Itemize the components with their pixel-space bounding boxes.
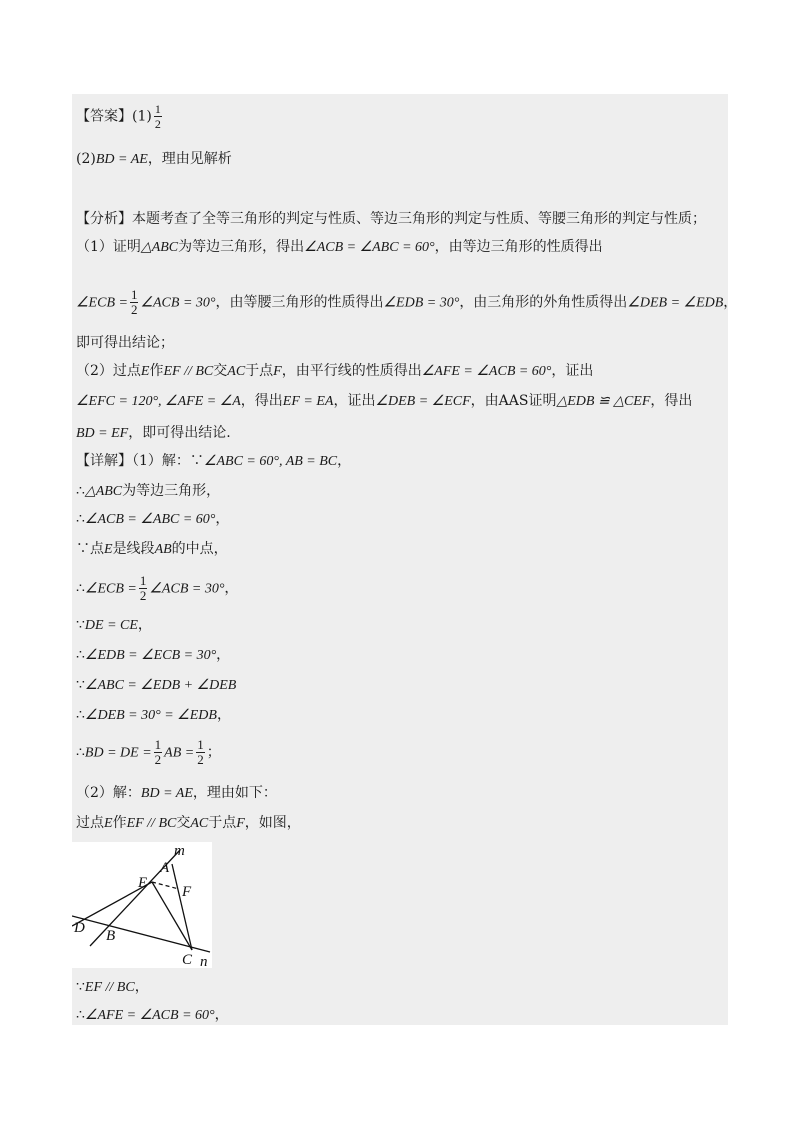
label-f: F (182, 884, 192, 900)
detail-line-7: ∴∠EDB = ∠ECB = 30°， (76, 647, 231, 663)
detail-line-11: （2）解：BD = AE，理由如下： (76, 785, 277, 801)
fraction: $\frac{1}{2}$ (154, 737, 162, 767)
fraction: $\frac{1}{2}$ (130, 287, 138, 317)
detail-line-3: ∴∠ACB = ∠ABC = 60°， (76, 511, 230, 527)
geometry-figure (72, 842, 212, 968)
label-c: C (182, 952, 193, 968)
analysis-line-1: 【分析】本题考查了全等三角形的判定与性质、等边三角形的判定与性质、等腰三角形的判定与性质； (76, 211, 706, 227)
detail-line-9: ∴∠DEB = 30° = ∠EDB， (76, 707, 231, 723)
analysis-line-4: 即可得出结论； (76, 335, 174, 351)
detail-line-1: 【详解】（1）解：∵∠ABC = 60°, AB = BC， (76, 453, 352, 469)
label-e: E (138, 875, 148, 891)
answer-fraction: $\frac{1}{2}$ (154, 102, 161, 131)
detail-line-2: ∴△ABC为等边三角形， (76, 483, 221, 499)
answer-line-2: (2)BD = AE，理由见解析 (76, 151, 232, 167)
detail-line-5: ∴∠ECB = $\frac{1}{2}$ ∠ACB = 30°， (76, 573, 239, 603)
detail-line-6: ∵DE = CE， (76, 617, 152, 633)
label-d: D (74, 920, 85, 936)
label-n: n (200, 954, 208, 968)
detail-line-10: ∴BD = DE = $\frac{1}{2}$ AB = $\frac{1}{2}$ ； (76, 737, 221, 767)
label-b: B (106, 928, 116, 944)
detail-label: 【详解】 (76, 453, 132, 469)
fraction: $\frac{1}{2}$ (139, 573, 147, 603)
analysis-line-5: （2）过点E作EF // BC交AC于点F，由平行线的性质得出∠AFE = ∠ACB = 60°，证出 (76, 363, 594, 379)
label-a: A (160, 860, 170, 876)
analysis-line-3: ∠ECB = $\frac{1}{2}$ ∠ACB = 30°，由等腰三角形的性质得出∠EDB = 30°，由三角形的外角性质得出∠DEB = ∠EDB， (76, 287, 738, 317)
detail-line-4: ∵点E是线段AB的中点， (76, 541, 228, 557)
detail-line-8: ∵∠ABC = ∠EDB + ∠DEB (76, 677, 237, 693)
detail-line-13: ∵EF // BC， (76, 979, 149, 995)
answer-line-1: 【答案】(1) $\frac{1}{2}$ (76, 102, 161, 131)
analysis-line-6: ∠EFC = 120°, ∠AFE = ∠A，得出EF = EA，证出∠DEB = ∠ECF，由AAS证明△EDB ≌ △CEF，得出 (76, 393, 693, 409)
detail-line-12: 过点E作EF // BC交AC于点F，如图， (76, 815, 301, 831)
label-m: m (174, 843, 185, 859)
analysis-line-7: BD = EF，即可得出结论. (76, 425, 231, 441)
fraction: $\frac{1}{2}$ (197, 737, 204, 767)
analysis-line-2: （1）证明△ABC为等边三角形，得出∠ACB = ∠ABC = 60°，由等边三角形的性质得出 (76, 239, 603, 255)
detail-line-14: ∴∠AFE = ∠ACB = 60°， (76, 1007, 229, 1023)
analysis-label: 【分析】 (76, 211, 132, 227)
answer-label: 【答案】 (76, 108, 132, 125)
